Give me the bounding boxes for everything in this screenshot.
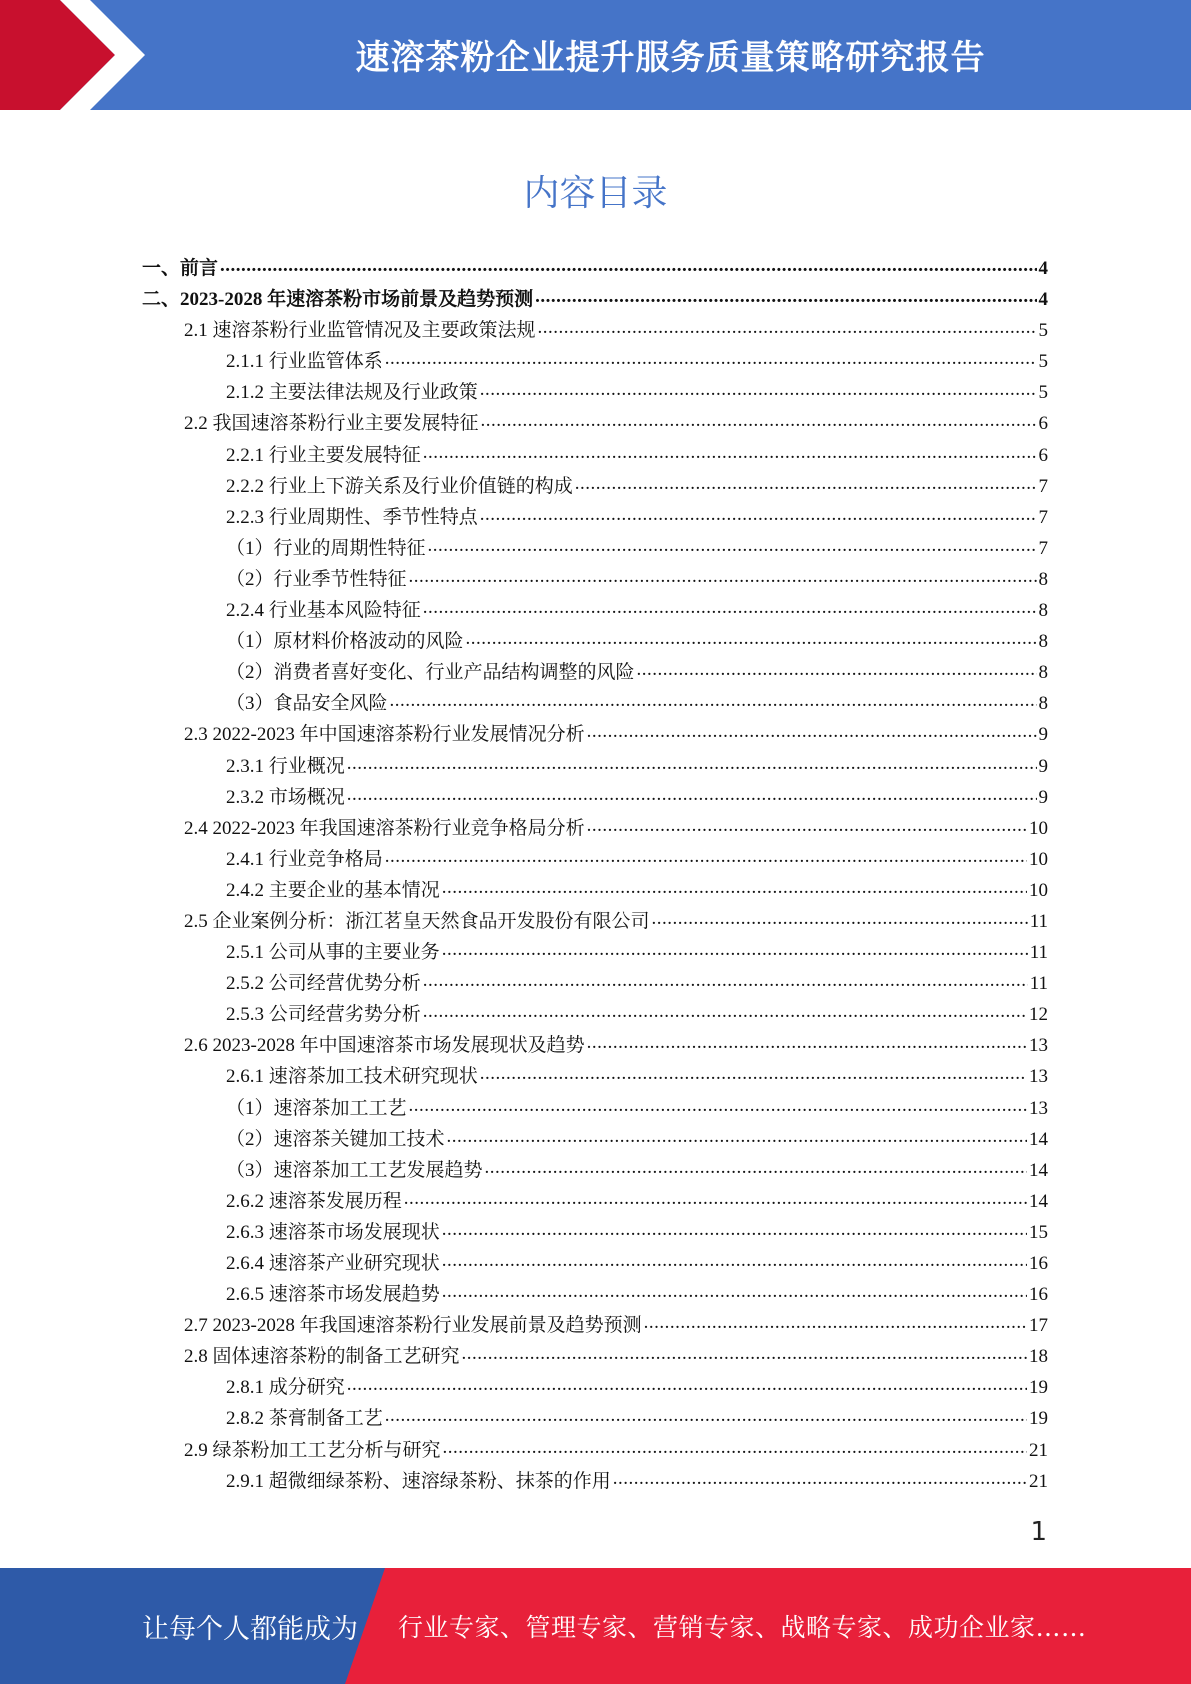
toc-leader-dots — [480, 379, 1037, 398]
toc-entry[interactable] — [142, 1279, 1048, 1310]
toc-entry-page: 8 — [1038, 662, 1048, 684]
toc-entry[interactable] — [142, 813, 1048, 844]
report-title: 速溶茶粉企业提升服务质量策略研究报告 — [355, 37, 986, 78]
toc-entry-text: （2）行业季节性特征 — [226, 568, 407, 590]
toc-entry[interactable] — [142, 1310, 1048, 1341]
toc-entry-page: 16 — [1029, 1253, 1048, 1274]
toc-entry-page: 8 — [1038, 600, 1048, 622]
toc-entry[interactable] — [142, 1403, 1048, 1434]
toc-entry[interactable] — [142, 1372, 1048, 1403]
table-of-contents — [142, 253, 1048, 1497]
toc-entry-page: 10 — [1029, 879, 1048, 901]
toc-leader-dots — [652, 908, 1028, 927]
toc-entry[interactable] — [142, 315, 1048, 346]
toc-entry[interactable] — [142, 875, 1048, 906]
page-footer — [0, 1568, 1191, 1684]
toc-entry-text: 2.9 绿茶粉加工工艺分析与研究 — [184, 1439, 441, 1461]
toc-entry[interactable] — [142, 999, 1048, 1030]
toc-leader-dots — [442, 1250, 1027, 1269]
toc-entry-text: 2.1 速溶茶粉行业监管情况及主要政策法规 — [184, 320, 536, 342]
toc-entry-text: 2.3.2 市场概况 — [226, 786, 345, 808]
toc-entry-page: 8 — [1038, 568, 1048, 590]
toc-entry-page: 7 — [1038, 506, 1048, 528]
toc-leader-dots — [390, 690, 1037, 709]
toc-entry-text: 2.6.3 速溶茶市场发展现状 — [226, 1221, 440, 1243]
toc-leader-dots — [442, 877, 1027, 896]
toc-entry-page: 11 — [1029, 910, 1048, 932]
toc-entry-text: 2.8.2 茶膏制备工艺 — [226, 1408, 383, 1430]
toc-entry-page: 10 — [1029, 848, 1048, 870]
toc-entry-text: 2.7 2023-2028 年我国速溶茶粉行业发展前景及趋势预测 — [184, 1315, 642, 1337]
footer-slogan-right: 行业专家、管理专家、营销专家、战略专家、成功企业家…… — [398, 1613, 1087, 1642]
toc-entry-page: 14 — [1029, 1190, 1048, 1212]
toc-entry-text: （3）食品安全风险 — [226, 693, 388, 715]
toc-entry-text: 2.6 2023-2028 年中国速溶茶市场发展现状及趋势 — [184, 1035, 585, 1057]
toc-leader-dots — [404, 1188, 1027, 1207]
toc-entry-page: 15 — [1029, 1221, 1048, 1243]
toc-entry-text: 2.8 固体速溶茶粉的制备工艺研究 — [184, 1346, 460, 1368]
toc-entry[interactable] — [142, 657, 1048, 688]
toc-leader-dots — [481, 410, 1037, 429]
toc-leader-dots — [442, 939, 1028, 958]
toc-entry-text: 2.5.3 公司经营劣势分析 — [226, 1004, 421, 1026]
toc-entry[interactable] — [142, 937, 1048, 968]
toc-entry-page: 19 — [1029, 1377, 1048, 1399]
toc-entry-text: 2.4.1 行业竞争格局 — [226, 848, 383, 870]
toc-entry-text: 2.6.4 速溶茶产业研究现状 — [226, 1253, 440, 1274]
toc-leader-dots — [220, 255, 1036, 274]
toc-entry-page: 21 — [1029, 1470, 1048, 1492]
toc-entry-page: 16 — [1029, 1284, 1048, 1306]
toc-leader-dots — [428, 535, 1037, 554]
toc-entry-page: 8 — [1038, 631, 1048, 653]
page-number: 1 — [1030, 1517, 1047, 1547]
toc-leader-dots — [637, 659, 1037, 678]
toc-leader-dots — [480, 504, 1037, 523]
toc-leader-dots — [535, 286, 1036, 305]
toc-leader-dots — [423, 442, 1037, 461]
toc-entry[interactable] — [142, 906, 1048, 937]
toc-entry-page: 4 — [1038, 258, 1048, 279]
toc-entry[interactable] — [142, 408, 1048, 439]
toc-leader-dots — [613, 1468, 1027, 1487]
toc-entry-page: 5 — [1038, 320, 1048, 342]
toc-entry-page: 21 — [1029, 1439, 1048, 1461]
toc-entry-text: 2.1.2 主要法律法规及行业政策 — [226, 382, 478, 404]
toc-entry-text: （1）行业的周期性特征 — [226, 537, 426, 559]
toc-entry-text: （1）速溶茶加工工艺 — [226, 1097, 407, 1119]
toc-entry-page: 9 — [1038, 786, 1048, 808]
toc-leader-dots — [485, 1157, 1027, 1176]
page-header — [0, 0, 1191, 110]
toc-leader-dots — [480, 1063, 1027, 1082]
toc-entry-text: 2.3.1 行业概况 — [226, 755, 345, 777]
toc-entry-text: 2.6.1 速溶茶加工技术研究现状 — [226, 1066, 478, 1088]
toc-leader-dots — [385, 1405, 1027, 1424]
toc-leader-dots — [587, 815, 1027, 834]
toc-entry-text: 一、前言 — [142, 258, 219, 279]
toc-entry[interactable] — [142, 782, 1048, 813]
toc-entry-text: 2.6.2 速溶茶发展历程 — [226, 1190, 402, 1212]
toc-leader-dots — [538, 317, 1037, 336]
toc-leader-dots — [587, 721, 1037, 740]
toc-leader-dots — [423, 1001, 1027, 1020]
toc-entry-page: 9 — [1038, 724, 1048, 746]
toc-entry-page: 5 — [1038, 382, 1048, 404]
toc-entry[interactable] — [142, 595, 1048, 626]
toc-leader-dots — [644, 1312, 1027, 1331]
toc-entry-text: 2.2.3 行业周期性、季节性特点 — [226, 506, 478, 528]
toc-entry[interactable] — [142, 1435, 1048, 1466]
toc-entry-page: 10 — [1029, 817, 1048, 839]
toc-entry-page: 7 — [1038, 475, 1048, 497]
toc-leader-dots — [443, 1437, 1027, 1456]
toc-entry-text: 2.5.1 公司从事的主要业务 — [226, 942, 440, 964]
toc-leader-dots — [385, 846, 1027, 865]
toc-entry-page: 17 — [1029, 1315, 1048, 1337]
toc-entry-page: 4 — [1038, 289, 1048, 311]
toc-entry-text: （3）速溶茶加工工艺发展趋势 — [226, 1159, 483, 1181]
toc-entry[interactable] — [142, 1466, 1048, 1497]
toc-entry[interactable] — [142, 626, 1048, 657]
toc-leader-dots — [442, 1281, 1027, 1300]
toc-entry[interactable] — [142, 1217, 1048, 1248]
toc-entry[interactable] — [142, 1093, 1048, 1124]
toc-leader-dots — [347, 753, 1037, 772]
toc-entry[interactable] — [142, 533, 1048, 564]
toc-entry-text: （2）速溶茶关键加工技术 — [226, 1128, 445, 1150]
toc-entry[interactable] — [142, 284, 1048, 315]
toc-entry-text: 2.6.5 速溶茶市场发展趋势 — [226, 1284, 440, 1306]
toc-entry-text: 2.2 我国速溶茶粉行业主要发展特征 — [184, 413, 479, 435]
toc-leader-dots — [462, 1343, 1027, 1362]
toc-entry-text: 2.4 2022-2023 年我国速溶茶粉行业竞争格局分析 — [184, 817, 585, 839]
toc-entry[interactable] — [142, 1248, 1048, 1279]
toc-entry-text: 2.1.1 行业监管体系 — [226, 351, 383, 373]
toc-entry[interactable] — [142, 1186, 1048, 1217]
toc-entry[interactable] — [142, 471, 1048, 502]
toc-entry-text: 2.2.4 行业基本风险特征 — [226, 600, 421, 622]
toc-entry[interactable] — [142, 1341, 1048, 1372]
toc-leader-dots — [466, 628, 1037, 647]
toc-entry[interactable] — [142, 564, 1048, 595]
toc-entry[interactable] — [142, 968, 1048, 999]
toc-leader-dots — [423, 970, 1028, 989]
toc-leader-dots — [423, 597, 1037, 616]
toc-entry[interactable] — [142, 377, 1048, 408]
toc-entry-text: 2.8.1 成分研究 — [226, 1377, 345, 1399]
toc-entry-text: 2.2.1 行业主要发展特征 — [226, 444, 421, 466]
toc-entry[interactable] — [142, 1030, 1048, 1061]
toc-title: 内容目录 — [523, 173, 668, 214]
toc-entry-page: 11 — [1029, 973, 1048, 995]
toc-entry[interactable] — [142, 253, 1048, 284]
toc-entry[interactable] — [142, 751, 1048, 782]
toc-entry[interactable] — [142, 688, 1048, 719]
toc-entry[interactable] — [142, 346, 1048, 377]
toc-leader-dots — [409, 566, 1037, 585]
header-arrow-icon — [0, 0, 200, 110]
toc-entry[interactable] — [142, 502, 1048, 533]
toc-entry-page: 13 — [1029, 1066, 1048, 1088]
toc-entry-text: 二、2023-2028 年速溶茶粉市场前景及趋势预测 — [142, 289, 534, 311]
toc-entry[interactable] — [142, 1124, 1048, 1155]
toc-entry-page: 6 — [1038, 444, 1048, 466]
toc-entry[interactable] — [142, 440, 1048, 471]
toc-entry-page: 5 — [1038, 351, 1048, 373]
toc-entry-text: （2）消费者喜好变化、行业产品结构调整的风险 — [226, 662, 635, 684]
toc-entry[interactable] — [142, 1155, 1048, 1186]
toc-entry-page: 8 — [1038, 693, 1048, 715]
toc-leader-dots — [347, 1374, 1027, 1393]
toc-entry-text: 2.2.2 行业上下游关系及行业价值链的构成 — [226, 475, 573, 497]
toc-entry-page: 14 — [1029, 1159, 1048, 1181]
toc-entry-page: 14 — [1029, 1128, 1048, 1150]
toc-entry-page: 13 — [1029, 1035, 1048, 1057]
toc-entry-page: 13 — [1029, 1097, 1048, 1119]
toc-leader-dots — [587, 1032, 1027, 1051]
toc-entry-page: 12 — [1029, 1004, 1048, 1026]
toc-entry-page: 18 — [1029, 1346, 1048, 1368]
toc-entry-text: （1）原材料价格波动的风险 — [226, 631, 464, 653]
toc-leader-dots — [385, 348, 1037, 367]
toc-entry[interactable] — [142, 1061, 1048, 1092]
toc-leader-dots — [442, 1219, 1027, 1238]
toc-leader-dots — [575, 473, 1037, 492]
toc-entry[interactable] — [142, 844, 1048, 875]
toc-leader-dots — [447, 1126, 1027, 1145]
toc-entry-page: 19 — [1029, 1408, 1048, 1430]
toc-entry-text: 2.5.2 公司经营优势分析 — [226, 973, 421, 995]
toc-leader-dots — [409, 1095, 1027, 1114]
footer-slogan-left: 让每个人都能成为 — [142, 1613, 358, 1645]
toc-entry-text: 2.3 2022-2023 年中国速溶茶粉行业发展情况分析 — [184, 724, 585, 746]
toc-entry-text: 2.4.2 主要企业的基本情况 — [226, 879, 440, 901]
toc-entry[interactable] — [142, 719, 1048, 750]
toc-entry-text: 2.5 企业案例分析：浙江茗皇天然食品开发股份有限公司 — [184, 910, 650, 932]
toc-entry-page: 9 — [1038, 755, 1048, 777]
toc-entry-text: 2.9.1 超微细绿茶粉、速溶绿茶粉、抹茶的作用 — [226, 1470, 611, 1492]
toc-leader-dots — [347, 784, 1037, 803]
toc-entry-page: 11 — [1029, 942, 1048, 964]
toc-entry-page: 7 — [1038, 537, 1048, 559]
toc-entry-page: 6 — [1038, 413, 1048, 435]
